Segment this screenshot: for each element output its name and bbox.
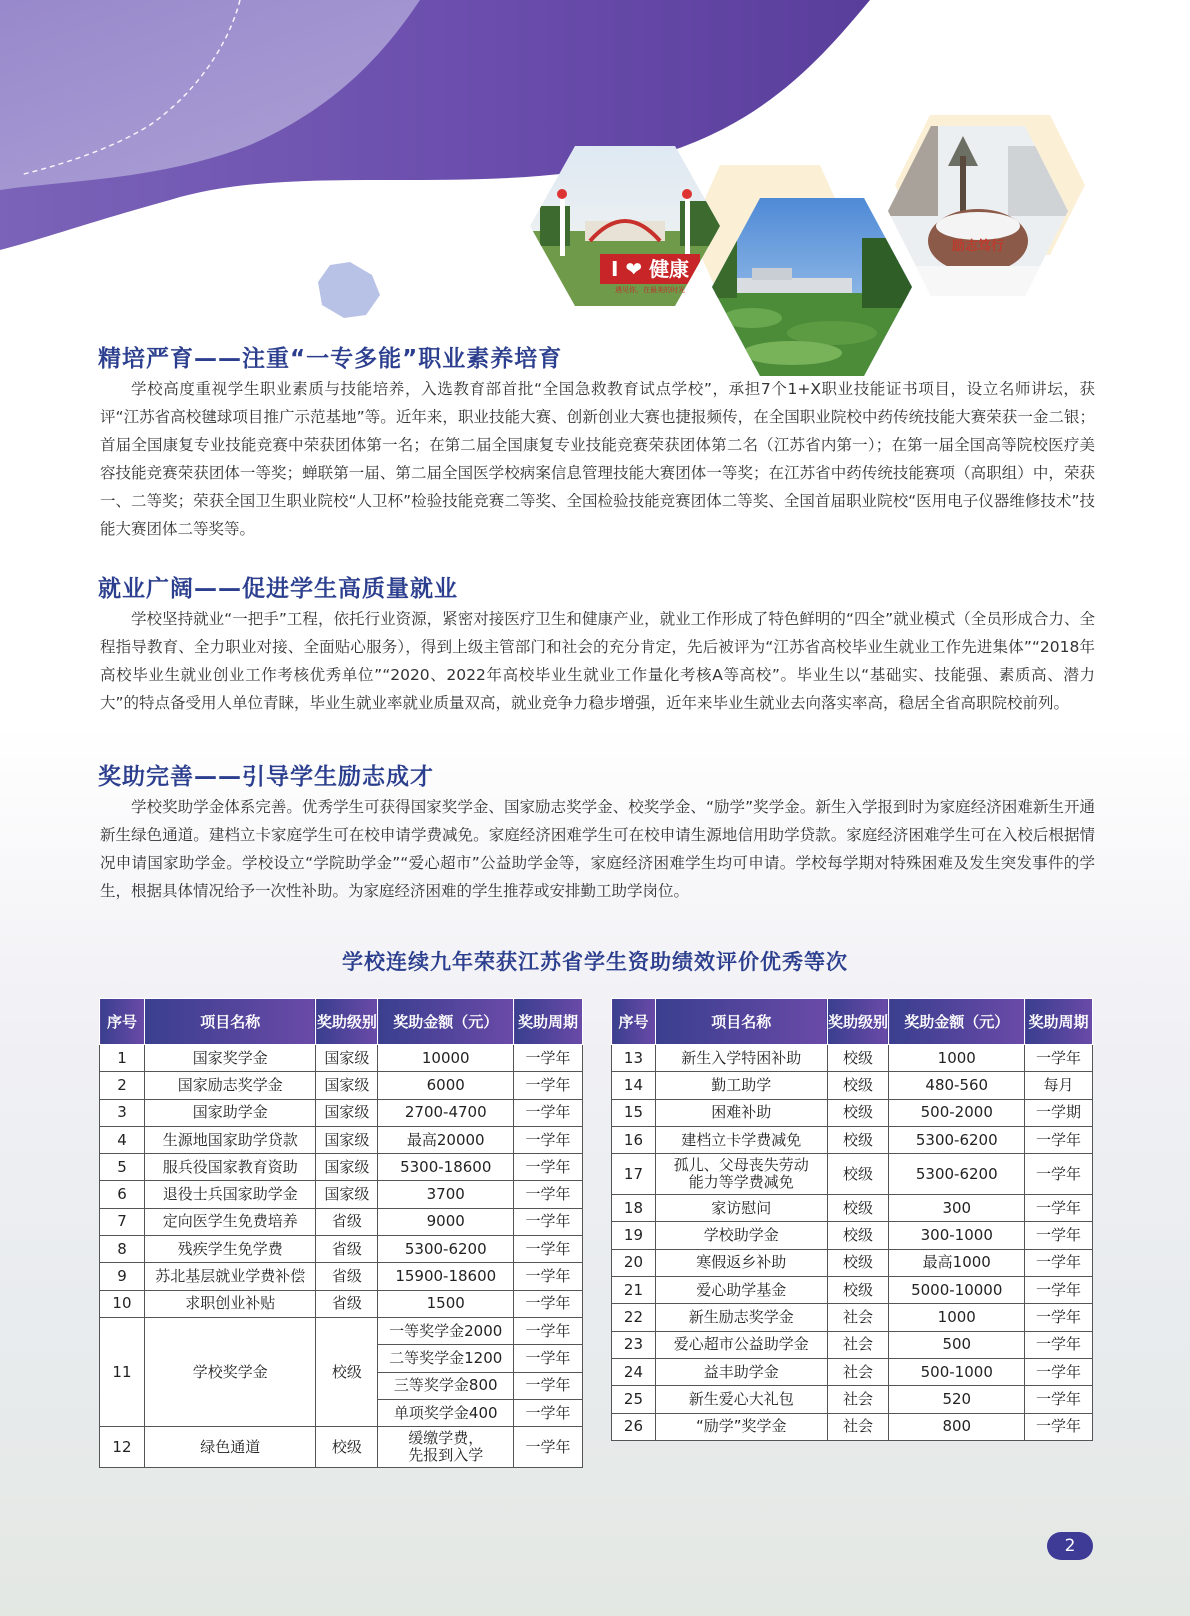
cell-period: 每月 [1025,1072,1093,1099]
cell-level: 校级 [827,1099,889,1126]
section-body-training: 学校高度重视学生职业素质与技能培养，入选教育部首批“全国急救教育试点学校”，承担7个1+X职业技能证书项目，设立名师讲坛，获评“江苏省高校毽球项目推广示范基地”等。近年来，职业技能大赛、创新创业大赛也捷报频传，在全国职业院校中药传统技能大赛荣获一金二银；首届全国康复专业技能竞赛中荣获团体第一名；在第二届全国康复专业技能竞赛荣获团体第二名（江苏省内第一）；在第一届全国高等院校医疗美容技能竞赛荣获团体一等奖；蝉联第一届、第二届全国医学校病案信息管理技能大赛团体一等奖；在江苏省中药传统技能赛项（高职组）中，荣获一、二等奖；荣获全国卫生职业院校“人卫杯”检验技能竞赛二等奖、全国检验技能竞赛团体二等奖、全国首届职业院校“医用电子仪器维修技术”技能大赛团体二等奖等。 [100,380,1095,538]
cell-amount: 2700-4700 [378,1099,514,1126]
header-amount: 奖助金额（元） [889,999,1025,1045]
cell-amount: 三等奖学金800 [378,1372,514,1399]
cell-amount: 5000-10000 [889,1277,1025,1304]
cell-amount: 1000 [889,1045,1025,1072]
cell-no: 17 [612,1154,656,1195]
header-name: 项目名称 [655,999,827,1045]
cell-no: 7 [100,1208,145,1235]
cell-no: 5 [100,1154,145,1181]
cell-level: 校级 [827,1249,889,1276]
cell-no: 9 [100,1263,145,1290]
cell-level: 国家级 [316,1126,378,1153]
cell-period: 一学年 [514,1099,583,1126]
cell-period: 一学年 [1025,1154,1093,1195]
campus-gate-photo [530,146,720,306]
cell-amount: 最高1000 [889,1249,1025,1276]
cell-level: 省级 [316,1263,378,1290]
section-title-employment: 就业广阔——促进学生高质量就业 [98,576,458,602]
cell-period: 一学年 [514,1126,583,1153]
cell-no: 11 [100,1317,145,1426]
table-row [612,1072,1093,1099]
cell-name: 国家励志奖学金 [144,1072,316,1099]
cell-name: 残疾学生免学费 [144,1236,316,1263]
cell-no: 2 [100,1072,145,1099]
cell-amount: 500 [889,1331,1025,1358]
cell-level: 国家级 [316,1045,378,1072]
cell-name [655,1154,827,1195]
cell-amount: 5300-6200 [889,1154,1025,1195]
cell-no: 1 [100,1045,145,1072]
cell-name: 勤工助学 [655,1072,827,1099]
cell-level: 校级 [316,1427,378,1468]
cell-level: 校级 [827,1154,889,1195]
cell-name: 求职创业补贴 [144,1290,316,1317]
cell-amount: 1000 [889,1304,1025,1331]
cell-amount: 300-1000 [889,1222,1025,1249]
cell-no: 24 [612,1358,656,1385]
cell-no: 6 [100,1181,145,1208]
cell-period: 一学年 [514,1290,583,1317]
cell-no: 3 [100,1099,145,1126]
header-no: 序号 [100,999,145,1045]
cell-name: 服兵役国家教育资助 [144,1154,316,1181]
snow-stone-photo [888,126,1068,296]
cell-amount: 最高20000 [378,1126,514,1153]
cell-period: 一学年 [514,1181,583,1208]
cell-level: 社会 [827,1304,889,1331]
cell-period: 一学年 [1025,1331,1093,1358]
header-period: 奖助周期 [1025,999,1093,1045]
cell-amount: 单项奖学金400 [378,1399,514,1426]
name-line-1: 孤儿、父母丧失劳动 [673,1156,809,1175]
cell-no: 25 [612,1386,656,1413]
cell-name: 建档立卡学费减免 [655,1126,827,1153]
cell-period: 一学年 [1025,1249,1093,1276]
gate-slogan-text: 遇见你，在最美的时光 [615,286,685,294]
cell-amount: 9000 [378,1208,514,1235]
cell-name: 新生入学特困补助 [655,1045,827,1072]
table-row [100,1045,583,1072]
cell-name: 学校助学金 [655,1222,827,1249]
cell-name: 学校奖学金 [144,1317,316,1426]
page-number-badge: 2 [1047,1532,1093,1560]
cell-period: 一学年 [1025,1195,1093,1222]
cell-amount: 5300-18600 [378,1154,514,1181]
table-row [612,1126,1093,1153]
cell-period: 一学年 [514,1154,583,1181]
cell-period: 一学年 [514,1427,583,1468]
cell-period: 一学年 [514,1236,583,1263]
cell-level: 社会 [827,1386,889,1413]
cell-amount: 5300-6200 [889,1126,1025,1153]
table-row [100,1099,583,1126]
table-row [100,1072,583,1099]
header-no: 序号 [612,999,656,1045]
cell-no: 20 [612,1249,656,1276]
table-row [100,1154,583,1181]
table-row [612,1277,1093,1304]
cell-amount: 一等奖学金2000 [378,1317,514,1344]
cell-level: 省级 [316,1208,378,1235]
cell-level: 社会 [827,1358,889,1385]
cell-name: 新生爱心大礼包 [655,1386,827,1413]
table-header-row [612,999,1093,1045]
cell-no: 23 [612,1331,656,1358]
table-row [612,1099,1093,1126]
table-row [612,1358,1093,1385]
cell-name: 爱心助学基金 [655,1277,827,1304]
table-row [100,1427,583,1468]
cell-name: 家访慰问 [655,1195,827,1222]
cell-period: 一学年 [1025,1304,1093,1331]
cell-period: 一学年 [514,1399,583,1426]
table-row [612,1249,1093,1276]
cell-no: 14 [612,1072,656,1099]
cell-name: 苏北基层就业学费补偿 [144,1263,316,1290]
section-body-aid: 学校奖助学金体系完善。优秀学生可获得国家奖学金、国家励志奖学金、校奖学金、“励学”奖学金。新生入学报到时为家庭经济困难新生开通新生绿色通道。建档立卡家庭学生可在校申请学费减免。家庭经济困难学生可在校申请生源地信用助学贷款。家庭经济困难学生可在入校后根据情况申请国家助学金。学校设立“学院助学金”“爱心超市”公益助学金等，家庭经济困难学生均可申请。学校每学期对特殊困难及发生突发事件的学生，根据具体情况给予一次性补助。为家庭经济困难的学生推荐或安排勤工助学岗位。 [100,798,1095,900]
cell-name: 国家助学金 [144,1099,316,1126]
cell-no: 21 [612,1277,656,1304]
cell-name: 国家奖学金 [144,1045,316,1072]
cell-amount: 10000 [378,1045,514,1072]
cell-period: 一学年 [1025,1413,1093,1440]
cell-period: 一学年 [1025,1277,1093,1304]
cell-amount: 二等奖学金1200 [378,1345,514,1372]
cell-level: 校级 [827,1222,889,1249]
cell-amount: 480-560 [889,1072,1025,1099]
amount-line-2: 先报到入学 [408,1446,484,1465]
cell-no: 26 [612,1413,656,1440]
cell-period: 一学年 [514,1045,583,1072]
cell-level: 校级 [827,1045,889,1072]
cell-period: 一学年 [1025,1386,1093,1413]
table-header-row [100,999,583,1045]
section-title-aid: 奖助完善——引导学生励志成才 [98,764,434,790]
cell-no: 19 [612,1222,656,1249]
header-level: 奖助级别 [827,999,889,1045]
table-row [612,1413,1093,1440]
cell-no: 16 [612,1126,656,1153]
cell-level: 国家级 [316,1154,378,1181]
header-name: 项目名称 [144,999,316,1045]
cell-amount: 6000 [378,1072,514,1099]
cell-no: 10 [100,1290,145,1317]
cell-period: 一学年 [1025,1222,1093,1249]
table-caption: 学校连续九年荣获江苏省学生资助绩效评价优秀等次 [342,950,848,974]
cell-period: 一学年 [1025,1045,1093,1072]
cell-name: 寒假返乡补助 [655,1249,827,1276]
section-title-training: 精培严育——注重“一专多能”职业素养培育 [98,346,563,372]
table-row [100,1263,583,1290]
table-row [100,1126,583,1153]
cell-period: 一学年 [514,1372,583,1399]
cell-period: 一学期 [1025,1099,1093,1126]
cell-name: 益丰助学金 [655,1358,827,1385]
cell-no: 4 [100,1126,145,1153]
table-row [612,1222,1093,1249]
cell-name: 生源地国家助学贷款 [144,1126,316,1153]
table-row [100,1181,583,1208]
gate-sign-text: I ❤ 健康 [610,257,690,281]
table-row [612,1045,1093,1072]
cell-period: 一学年 [514,1263,583,1290]
cell-name: 绿色通道 [144,1427,316,1468]
cell-period: 一学年 [514,1345,583,1372]
cell-period: 一学年 [514,1072,583,1099]
cell-level: 校级 [316,1317,378,1426]
cell-level: 国家级 [316,1072,378,1099]
cell-level: 校级 [827,1072,889,1099]
cell-name: 退役士兵国家助学金 [144,1181,316,1208]
cell-name: 新生励志奖学金 [655,1304,827,1331]
stone-inscription: 励志笃行 [951,239,1005,254]
cell-level: 校级 [827,1195,889,1222]
cell-amount: 500-2000 [889,1099,1025,1126]
header-level: 奖助级别 [316,999,378,1045]
cell-amount: 15900-18600 [378,1263,514,1290]
cell-amount [378,1427,514,1468]
cell-level: 社会 [827,1331,889,1358]
cell-name: 定向医学生免费培养 [144,1208,316,1235]
cell-period: 一学年 [1025,1126,1093,1153]
campus-lake-photo [712,198,912,376]
cell-amount: 1500 [378,1290,514,1317]
cell-amount: 800 [889,1413,1025,1440]
table-row [612,1304,1093,1331]
cell-level: 国家级 [316,1099,378,1126]
table-row [100,1208,583,1235]
cell-level: 社会 [827,1413,889,1440]
cell-name: “励学”奖学金 [655,1413,827,1440]
table-row [100,1317,583,1344]
cell-level: 省级 [316,1290,378,1317]
table-row [100,1236,583,1263]
table-row [612,1386,1093,1413]
table-row [100,1290,583,1317]
amount-line-1: 缓缴学费， [408,1429,484,1448]
cell-amount: 3700 [378,1181,514,1208]
cell-amount: 5300-6200 [378,1236,514,1263]
cell-no: 13 [612,1045,656,1072]
cell-name: 困难补助 [655,1099,827,1126]
cell-level: 校级 [827,1126,889,1153]
cell-no: 8 [100,1236,145,1263]
header-period: 奖助周期 [514,999,583,1045]
cell-no: 18 [612,1195,656,1222]
cell-level: 国家级 [316,1181,378,1208]
cell-period: 一学年 [514,1317,583,1344]
cell-no: 15 [612,1099,656,1126]
cell-period: 一学年 [514,1208,583,1235]
cell-name: 爱心超市公益助学金 [655,1331,827,1358]
cell-level: 省级 [316,1236,378,1263]
aid-table-left [99,998,583,1468]
cell-no: 22 [612,1304,656,1331]
cell-amount: 300 [889,1195,1025,1222]
name-line-2: 能力等学费减免 [688,1173,794,1192]
section-body-employment: 学校坚持就业“一把手”工程，依托行业资源，紧密对接医疗卫生和健康产业，就业工作形成了特色鲜明的“四全”就业模式（全员形成合力、全程指导教育、全力职业对接、全面贴心服务），得到上级主管部门和社会的充分肯定，先后被评为“江苏省高校毕业生就业工作先进集体”“2018年高校毕业生就业创业工作考核优秀单位”“2020、2022年高校毕业生就业工作量化考核A等高校”。毕业生以“基础实、技能强、素质高、潜力大”的特点备受用人单位青睐，毕业生就业率就业质量双高，就业竞争力稳步增强，近年来毕业生就业去向落实率高，稳居全省高职院校前列。 [100,610,1095,712]
cell-amount: 520 [889,1386,1025,1413]
cell-level: 校级 [827,1277,889,1304]
aid-table-right [611,998,1093,1441]
cell-period: 一学年 [1025,1358,1093,1385]
table-row [612,1195,1093,1222]
table-row [612,1331,1093,1358]
cell-no: 12 [100,1427,145,1468]
cell-amount: 500-1000 [889,1358,1025,1385]
header-amount: 奖助金额（元） [378,999,514,1045]
table-row [612,1154,1093,1195]
